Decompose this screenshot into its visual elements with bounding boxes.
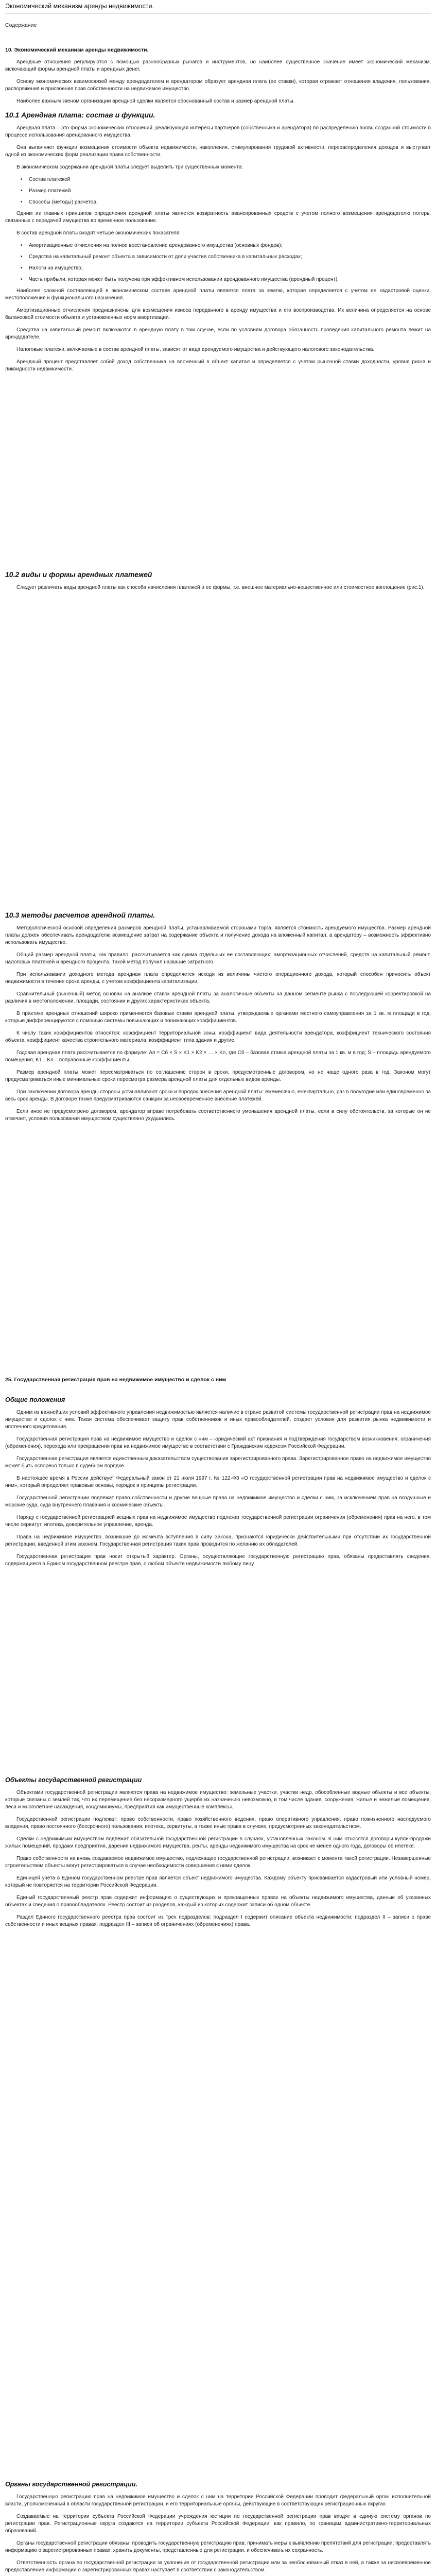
paragraph: Создаваемые на территории субъекта Российской Федерации учреждения юстиции по государственной регистрации прав входят в единую систему органов по регистрации прав. Регистрационные округа создаются на территории субъекта Российской Федерации, как правило, по границам административно-территориальных образований. — [5, 2514, 431, 2534]
paragraph: Годовая арендная плата рассчитывается по формуле: Ап = Сб × S × K1 × K2 × … × Kn, где Сб – базовая ставка арендной платы за 1 кв. м в год; S – площадь арендуемого помещения; K1…Kn – поправочные коэффициенты. — [5, 1050, 431, 1063]
bullet-icon: • — [21, 254, 23, 260]
paragraph: Основу экономических взаимосвязей между арендодателем и арендатором образует арендная плата (ее ставки), которая отражает отношения владения, пользования, распоряжения и присвоения прав собственности на недвижимое имущество. — [5, 79, 431, 92]
section-body — [5, 2494, 431, 2574]
section-body — [5, 584, 431, 591]
bullet-text: Размер платежей — [29, 188, 71, 194]
paragraph: Средства на капитальный ремонт включаются в арендную плату в том случае, если по условиям договора обязанность проведения капитального ремонта лежит на арендодателе. — [5, 327, 431, 340]
bullet-text: Налоги на имущество; — [29, 265, 83, 271]
subsection-heading: Органы государственной регистрации. — [5, 2481, 138, 2488]
bullet-item — [5, 176, 431, 183]
paragraph: Одним из главных принципов определения арендной платы является возвратность авансированных средств с учетом полного возмещения арендодателю потерь, связанных с передачей имущества во временное пользование. — [5, 211, 431, 224]
section-registration-objects — [5, 1776, 431, 2238]
bullet-text: Средства на капитальный ремонт объекта в зависимости от доли участия собственника в капитальных расходах; — [29, 254, 302, 260]
paragraph: Государственной регистрации подлежат право собственности и другие вещные права на недвижимое имущество и сделки с ним, за исключением прав на воздушные и морские суда, суда внутреннего плавания и космические объекты. — [5, 1495, 431, 1508]
figure-placeholder — [5, 2238, 431, 2476]
paragraph: К числу таких коэффициентов относятся: коэффициент территориальной зоны, коэффициент вида деятельности арендатора, коэффициент технического состояния объекта, коэффициент качества строительного материала, коэффициент типа здания и другие. — [5, 1030, 431, 1043]
bullet-icon: • — [21, 265, 23, 271]
paragraph: Единицей учета в Едином государственном реестре прав является объект недвижимого имущества. Каждому объекту присваивается кадастровый или условный номер, который не повторяется на территории Российской Федерации. — [5, 1875, 431, 1888]
paragraph: В практике арендных отношений широко применяются базовые ставки арендной платы, утверждаемые органами местного самоуправления за 1 кв. м площади в год, которые дифференцируются с помощью системы повышающих и понижающих коэффициентов. — [5, 1011, 431, 1024]
paragraph: Одним из важнейших условий эффективного управления недвижимостью является наличие в стране развитой системы государственной регистрации прав на недвижимое имущество и сделок с ним. Такая система обеспечивает защиту прав собственников и иных правообладателей, создает условия для развития рынка недвижимости и ипотечного кредитования. — [5, 1410, 431, 1430]
section-body — [5, 59, 431, 105]
paragraph: Государственной регистрации подлежат: право собственности, право хозяйственного ведения, право оперативного управления, право пожизненного наследуемого владения, право постоянного (бессрочного) пользования, ипотека, сервитуты, а также иные права в случаях, предусмотренных законодательством. — [5, 1817, 431, 1829]
section-heading: 10. Экономический механизм аренды недвижимости. — [5, 47, 149, 53]
paragraph: Наряду с государственной регистрацией вещных прав на недвижимое имущество подлежат государственной регистрации ограничения (обременения) прав на него, в том числе сервитут, ипотека, доверительное управление, аренда. — [5, 1515, 431, 1528]
section-10-3 — [5, 910, 431, 1373]
paragraph: При использовании доходного метода арендная плата определяется исходя из величины чистого операционного дохода, который способен приносить объект недвижимости в течение срока аренды, с учетом коэффициента капитализации. — [5, 972, 431, 985]
bullet-icon: • — [21, 177, 23, 182]
paragraph: Государственная регистрация прав на недвижимое имущество и сделок с ним – юридический акт признания и подтверждения государством возникновения, ограничения (обременения), перехода или прекращения прав на недвижимое имущество в соответствии с Гражданским кодексом Российской Федерации. — [5, 1436, 431, 1449]
section-heading: 10.3 методы расчетов арендной платы. — [5, 911, 155, 919]
bullet-item — [5, 188, 431, 195]
section-heading: 10.1 Арендная плата: состав и функции. — [5, 111, 155, 119]
section-10 — [5, 46, 431, 105]
paragraph: Она выполняет функции возмещения стоимости объекта недвижимости, накопления, стимулирования трудовой активности, перераспределения доходов и выступает одной из экономических форм реализации права собственности. — [5, 145, 431, 158]
paragraph: Арендная плата – это форма экономических отношений, реализующая интересы партнеров (собственника и арендатора) по распределению вновь созданной стоимости в процессе использования арендованного имущества. — [5, 125, 431, 138]
paragraph: Общий размер арендной платы, как правило, рассчитывается как сумма отдельных ее составляющих: амортизационных отчислений, средств на капитальный ремонт, налоговых платежей и арендного процента. Такой метод получил название затратного. — [5, 952, 431, 965]
paragraph: Следует различать виды арендной платы как способа начисления платежей и ее формы, т.е. внешнее материально-вещественное или стоимостное воплощение (рис.1). — [16, 585, 425, 590]
bullet-item — [5, 199, 431, 206]
bullet-icon: • — [21, 243, 23, 248]
section-10-2 — [5, 570, 431, 611]
paragraph: Права на недвижимое имущество, возникшие до момента вступления в силу Закона, признаются юридически действительными при отсутствии их государственной регистрации, введенной этим законом. Государственная регистрация таких прав проводится по желанию их обладателей. — [5, 1534, 431, 1547]
paragraph: Арендные отношения регулируются с помощью разнообразных рычагов и инструментов, но наиболее существенное значение имеет экономический механизм, включающий формы арендной платы и арендных денег. — [5, 59, 431, 72]
section-25 — [5, 1376, 431, 1392]
section-body — [5, 1789, 431, 1928]
paragraph: Сравнительный (рыночный) метод основан на анализе ставок арендной платы за аналогичные объекты на данном сегменте рынка с последующей корректировкой на различия в местоположении, площади, состоянии и других характеристиках объекта. — [5, 991, 431, 1004]
paragraph: Амортизационные отчисления предназначены для возмещения износа переданного в аренду имущества и его воспроизводства. Их величина определяется на основе балансовой стоимости объекта и установленных норм амортизации. — [5, 308, 431, 320]
section-heading: 10.2 виды и формы арендных платежей — [5, 570, 152, 579]
paragraph: Наиболее сложной составляющей в экономическом составе арендной платы является плата за землю, которая определяется с учетом ее кадастровой оценки, местоположения и функционального назначения. — [5, 288, 431, 301]
paragraph: Государственную регистрацию прав на недвижимое имущество и сделок с ним на территории Российской Федерации проводит федеральный орган исполнительной власти, уполномоченный в области государственной регистрации, и его территориальные органы, действующие в соответствующих регистрационных округах. — [5, 2494, 431, 2507]
page-title: Экономический механизм аренды недвижимости. — [5, 3, 154, 10]
paragraph: В состав арендной платы входят четыре экономических показателя: — [16, 230, 181, 236]
page-header — [5, 0, 431, 43]
paragraph: Арендный процент представляет собой доход собственника на вложенный в объект капитал и определяется с учетом рыночной ставки доходности, уровня риска и ликвидности недвижимости. — [5, 359, 431, 372]
paragraph: В настоящее время в России действует Федеральный закон от 21 июля 1997 г. № 122-ФЗ «О государственной регистрации прав на недвижимое имущество и сделок с ним», который определяет правовые основы, порядок и принципы регистрации. — [5, 1476, 431, 1488]
bullet-text: Амортизационные отчисления на полное восстановление арендованного имущества (основных фондов); — [29, 243, 283, 248]
bullet-icon: • — [21, 199, 23, 205]
section-body — [5, 125, 431, 373]
paragraph: Объектами государственной регистрации являются права на недвижимое имущество: земельные участки, участки недр, обособленные водные объекты и все объекты, которые связаны с землей так, что их перемещение без несоразмерного ущерба их назначению невозможно, в том числе здания, сооружения, жилые и нежилые помещения, леса и многолетние насаждения, кондоминиумы, предприятия как имущественные комплексы. — [5, 1790, 431, 1810]
paragraph: Право собственности на вновь создаваемое недвижимое имущество, подлежащее государственной регистрации, возникает с момента такой регистрации. Незавершенные строительством объекты могут регистрироваться в случае необходимости совершения с ними сделок. — [5, 1856, 431, 1869]
section-heading: 25. Государственная регистрация прав на недвижимое имущество и сделок с ним — [5, 1377, 226, 1383]
section-body — [5, 1409, 431, 1568]
bullet-item — [5, 265, 431, 272]
section-10-1 — [5, 110, 431, 567]
section-general-provisions — [5, 1396, 431, 1772]
bullet-icon: • — [21, 277, 23, 282]
bullet-text: Часть прибыли, которая может быть получена при эффективном использовании арендованного имущества (арендный процент). — [29, 277, 339, 282]
bullet-icon: • — [21, 188, 23, 194]
paragraph: Методологической основой определения размеров арендной платы, устанавливаемой сторонами торга, является стоимость арендуемого имущества. Размер арендной платы должен обеспечивать арендодателю возмещение затрат на содержание объекта и получение дохода на вложенный капитал, а арендатору – возможность эффективно использовать имущество. — [5, 925, 431, 945]
paragraph: Единый государственный реестр прав содержит информацию о существующих и прекращенных правах на объекты недвижимого имущества, данные об указанных объектах и сведения о правообладателях. Реестр состоит из разделов, каждый из которых содержит записи об одном объекте. — [5, 1895, 431, 1908]
paragraph: Органы государственной регистрации обязаны: проводить государственную регистрацию прав; принимать меры к выявлению препятствий для регистрации; предоставлять информацию о зарегистрированных правах; хранить документы, представленные для регистрации, и обеспечивать их сохранность. — [5, 2540, 431, 2553]
title-divider — [5, 13, 431, 14]
paragraph: Если иное не предусмотрено договором, арендатор вправе потребовать соответственного уменьшения арендной платы, если в силу обстоятельств, за которые он не отвечает, условия пользования имуществом существенно ухудшились. — [5, 1109, 431, 1122]
paragraph: При заключении договора аренды стороны устанавливают сроки и порядок внесения арендной платы: ежемесячно, ежеквартально, раз в полугодие или единовременно за весь срок аренды. В договоре также предусматриваются санкции за несвоевременное внесение платежей. — [5, 1089, 431, 1102]
paragraph: Государственная регистрация является единственным доказательством существования зарегистрированного права. Зарегистрированное право на недвижимое имущество может быть оспорено только в судебном порядке. — [5, 1456, 431, 1469]
section-registration-organs — [5, 2480, 431, 2576]
paragraph: Государственная регистрация прав носит открытый характер. Органы, осуществляющие государственную регистрацию прав, обязаны предоставлять сведения, содержащиеся в Едином государственном реестре прав, о любом объекте недвижимости любому лицу. — [5, 1554, 431, 1567]
bullet-text: Состав платежей — [29, 177, 71, 182]
bullet-item — [5, 253, 431, 261]
contents-label: Содержание — [5, 22, 37, 28]
figure-placeholder — [5, 611, 431, 907]
paragraph: Налоговые платежи, включаемые в состав арендной платы, зависят от вида арендуемого имущества и действующего налогового законодательства. — [16, 347, 375, 352]
paragraph: Сделки с недвижимым имуществом подлежат обязательной государственной регистрации в случаях, установленных законом. К ним относятся договоры купли-продажи жилых помещений, продажи предприятия, дарения недвижимого имущества, ренты, аренды недвижимого имущества на срок не менее одного года, договоры об ипотеке. — [5, 1836, 431, 1849]
paragraph: Ответственность органа по государственной регистрации за уклонение от государственной регистрации или за необоснованный отказ в ней, а также за несвоевременное предоставление информации о зарегистрированных правах наступает в соответствии с законодательством. — [5, 2560, 431, 2573]
paragraph: Раздел Единого государственного реестра прав состоит из трех подразделов: подраздел I содержит описание объекта недвижимости; подраздел II – записи о праве собственности и иных вещных правах; подраздел III – записи об ограничениях (обременениях) права. — [5, 1914, 431, 1927]
subsection-heading: Общие положения — [5, 1396, 65, 1403]
paragraph: Наиболее важным звеном организации арендной сделки является обоснованный состав и размер арендной платы. — [16, 98, 295, 104]
paragraph: В экономическом содержании арендной платы следует выделить три существенных момента: — [16, 164, 243, 170]
paragraph: Размер арендной платы может пересматриваться по соглашению сторон в сроки, предусмотренные договором, но не чаще одного раза в год. Законом могут предусматриваться иные минимальные сроки пересмотра размера арендной платы для отдельных видов аренды. — [5, 1070, 431, 1082]
bullet-item — [5, 276, 431, 283]
section-body — [5, 925, 431, 1123]
subsection-heading: Объекты государственной регистрации — [5, 1776, 142, 1784]
bullet-item — [5, 242, 431, 249]
bullet-text: Способы (методы) расчетов. — [29, 199, 98, 205]
